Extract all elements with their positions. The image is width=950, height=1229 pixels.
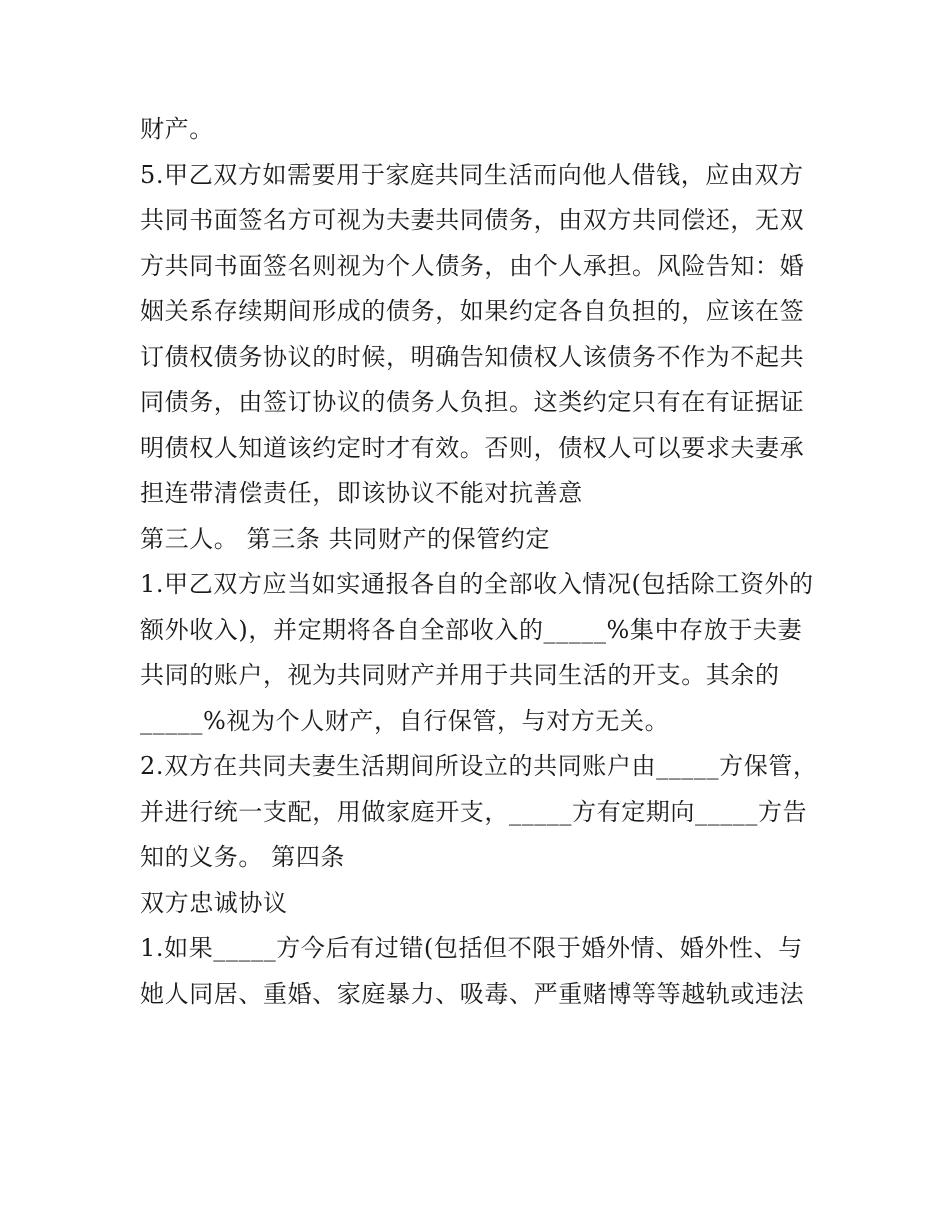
text-line: 1.甲乙双方应当如实通报各自的全部收入情况(包括除工资外的 [140,570,814,598]
text-line: 1.如果_____方今后有过错(包括但不限于婚外情、婚外性、与 [140,934,803,962]
text-line: 姻关系存续期间形成的债务，如果约定各自负担的，应该在签 [140,297,805,325]
text-line: 5.甲乙双方如需要用于家庭共同生活而向他人借钱，应由双方 [140,160,804,189]
text-line: 共同书面签名方可视为夫妻共同债务，由双方共同偿还，无双 [140,206,805,234]
document-body [140,107,820,1017]
text-line: 她人同居、重婚、家庭暴力、吸毒、严重赌博等等越轨或违法 [140,979,805,1008]
text-line: 共同的账户，视为共同财产并用于共同生活的开支。其余的 [140,661,780,689]
text-line: 订债权债务协议的时候，明确告知债权人该债务不作为不起共 [140,342,805,371]
text-line: 并进行统一支配，用做家庭开支，_____方有定期向_____方告 [140,797,808,826]
text-line: 同债务，由签订协议的债务人负担。这类约定只有在有证据证 [140,388,805,416]
text-line: _____%视为个人财产，自行保管，与对方无关。 [140,706,670,735]
section-heading-line: 知的义务。 第四条 [140,843,346,871]
section-title-line: 双方忠诚协议 [140,888,288,917]
text-line: 担连带清偿责任，即该协议不能对抗善意 [140,479,583,507]
text-line: 额外收入)，并定期将各自全部收入的_____%集中存放于夫妻 [140,615,803,644]
section-heading-line: 第三人。 第三条 共同财产的保管约定 [140,524,551,553]
text-line: 明债权人知道该约定时才有效。否则，债权人可以要求夫妻承 [140,433,805,462]
text-line: 2.双方在共同夫妻生活期间所设立的共同账户由_____方保管， [140,752,818,780]
text-line: 财产。 [140,115,214,143]
text-line: 方共同书面签名则视为个人债务，由个人承担。风险告知：婚 [140,251,805,280]
